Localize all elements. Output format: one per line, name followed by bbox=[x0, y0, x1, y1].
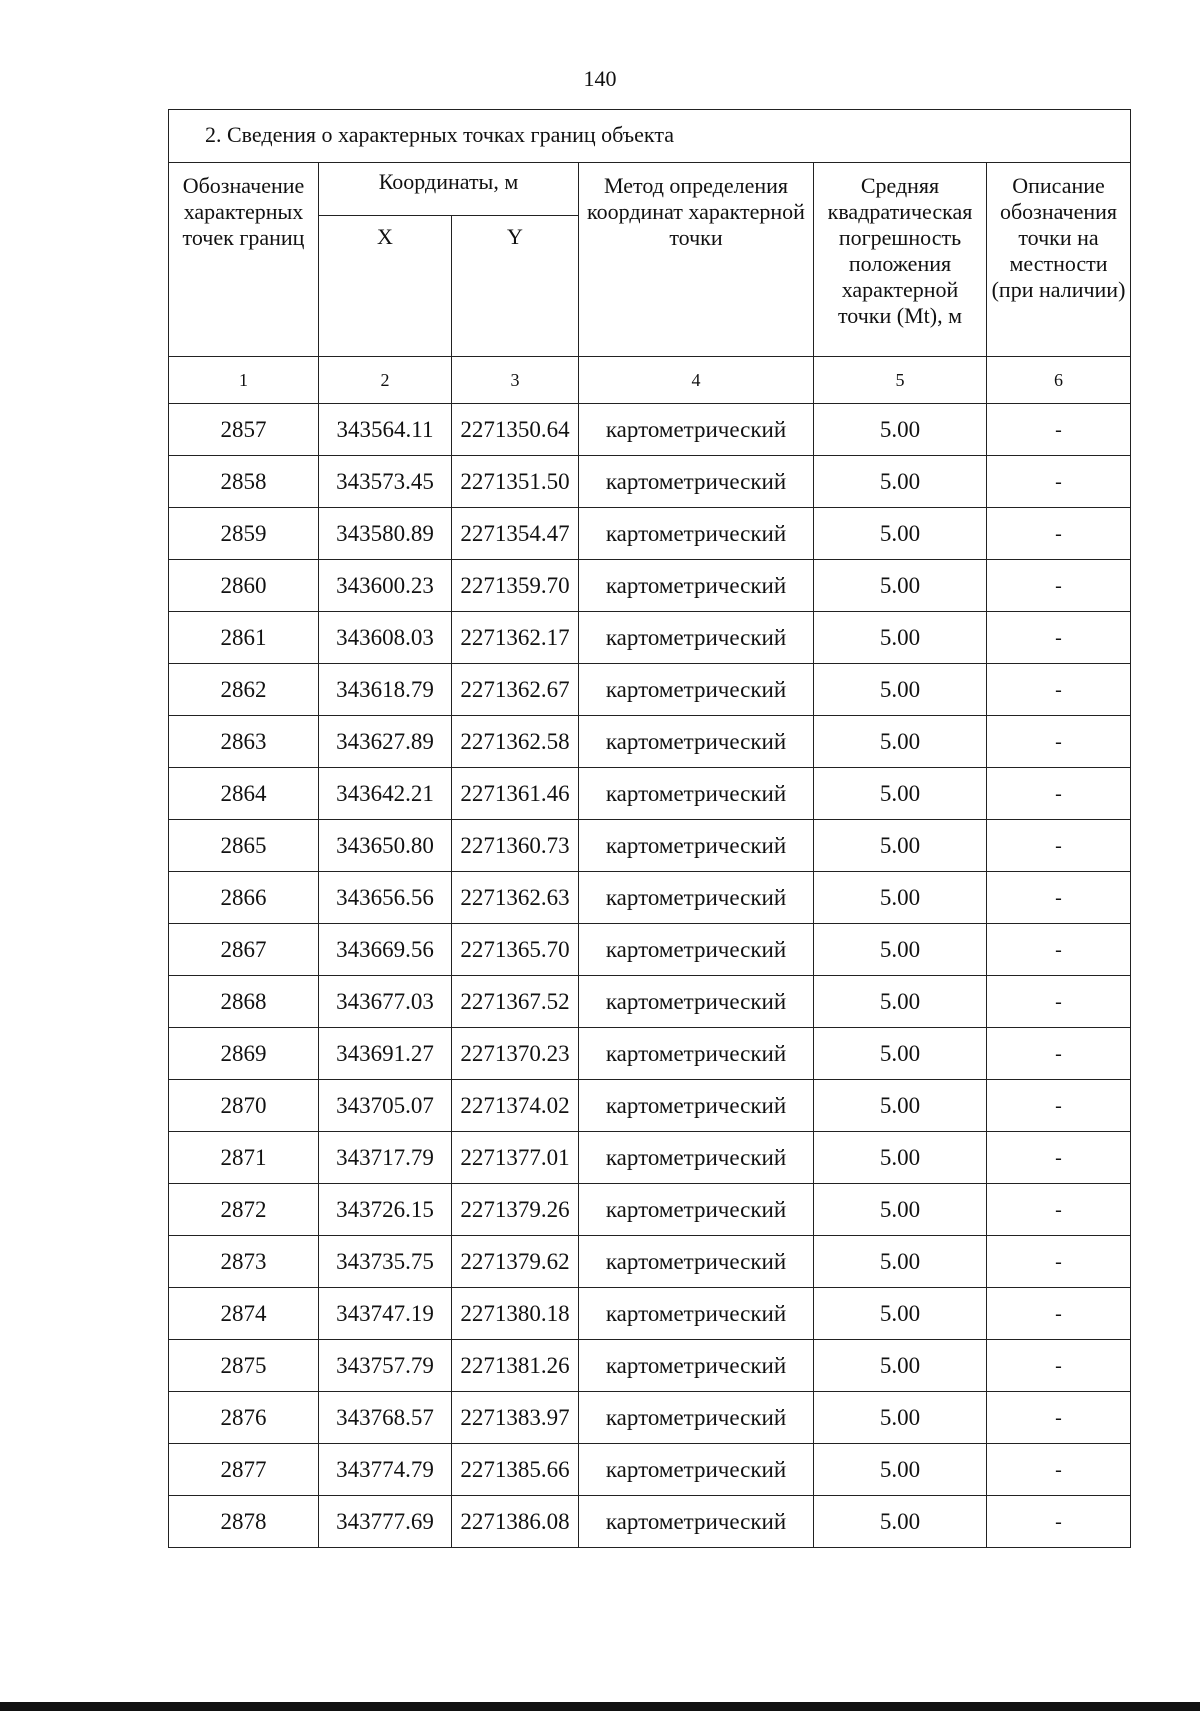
point-id-cell: 2859 bbox=[169, 508, 319, 560]
method-cell: картометрический bbox=[579, 1236, 814, 1288]
point-id-cell: 2861 bbox=[169, 612, 319, 664]
accuracy-cell: 5.00 bbox=[814, 456, 987, 508]
section-title: 2. Сведения о характерных точках границ объекта bbox=[169, 110, 1131, 163]
method-cell: картометрический bbox=[579, 1392, 814, 1444]
method-cell: картометрический bbox=[579, 924, 814, 976]
point-id-cell: 2869 bbox=[169, 1028, 319, 1080]
description-cell: - bbox=[987, 404, 1131, 456]
table-row bbox=[169, 456, 1131, 508]
table-row bbox=[169, 404, 1131, 456]
accuracy-cell: 5.00 bbox=[814, 1028, 987, 1080]
y-coordinate-cell: 2271381.26 bbox=[452, 1340, 579, 1392]
column-number: 3 bbox=[452, 357, 579, 404]
table-row bbox=[169, 1340, 1131, 1392]
x-coordinate-cell: 343627.89 bbox=[319, 716, 452, 768]
table-row bbox=[169, 1288, 1131, 1340]
accuracy-cell: 5.00 bbox=[814, 404, 987, 456]
x-coordinate-cell: 343774.79 bbox=[319, 1444, 452, 1496]
description-cell: - bbox=[987, 1288, 1131, 1340]
accuracy-cell: 5.00 bbox=[814, 1236, 987, 1288]
x-coordinate-cell: 343580.89 bbox=[319, 508, 452, 560]
y-coordinate-cell: 2271362.17 bbox=[452, 612, 579, 664]
column-number: 4 bbox=[579, 357, 814, 404]
description-cell: - bbox=[987, 1496, 1131, 1548]
point-id-cell: 2865 bbox=[169, 820, 319, 872]
description-cell: - bbox=[987, 612, 1131, 664]
x-coordinate-cell: 343656.56 bbox=[319, 872, 452, 924]
table-row bbox=[169, 976, 1131, 1028]
y-coordinate-cell: 2271350.64 bbox=[452, 404, 579, 456]
method-cell: картометрический bbox=[579, 664, 814, 716]
y-coordinate-cell: 2271380.18 bbox=[452, 1288, 579, 1340]
point-id-cell: 2875 bbox=[169, 1340, 319, 1392]
y-coordinate-cell: 2271362.63 bbox=[452, 872, 579, 924]
x-coordinate-cell: 343618.79 bbox=[319, 664, 452, 716]
y-coordinate-cell: 2271367.52 bbox=[452, 976, 579, 1028]
method-cell: картометрический bbox=[579, 1496, 814, 1548]
point-id-cell: 2870 bbox=[169, 1080, 319, 1132]
method-cell: картометрический bbox=[579, 612, 814, 664]
table-row bbox=[169, 1392, 1131, 1444]
description-cell: - bbox=[987, 664, 1131, 716]
description-cell: - bbox=[987, 1236, 1131, 1288]
point-id-cell: 2878 bbox=[169, 1496, 319, 1548]
column-numbers-row bbox=[169, 357, 1131, 404]
method-cell: картометрический bbox=[579, 820, 814, 872]
point-id-cell: 2866 bbox=[169, 872, 319, 924]
table-row bbox=[169, 1028, 1131, 1080]
y-coordinate-cell: 2271365.70 bbox=[452, 924, 579, 976]
table-row bbox=[169, 872, 1131, 924]
description-cell: - bbox=[987, 924, 1131, 976]
method-cell: картометрический bbox=[579, 508, 814, 560]
accuracy-cell: 5.00 bbox=[814, 1496, 987, 1548]
header-y: Y bbox=[452, 216, 579, 357]
column-number: 6 bbox=[987, 357, 1131, 404]
point-id-cell: 2863 bbox=[169, 716, 319, 768]
method-cell: картометрический bbox=[579, 1028, 814, 1080]
method-cell: картометрический bbox=[579, 404, 814, 456]
table-row bbox=[169, 924, 1131, 976]
accuracy-cell: 5.00 bbox=[814, 612, 987, 664]
table-row bbox=[169, 612, 1131, 664]
point-id-cell: 2873 bbox=[169, 1236, 319, 1288]
description-cell: - bbox=[987, 872, 1131, 924]
point-id-cell: 2864 bbox=[169, 768, 319, 820]
accuracy-cell: 5.00 bbox=[814, 716, 987, 768]
y-coordinate-cell: 2271362.67 bbox=[452, 664, 579, 716]
table-row bbox=[169, 1444, 1131, 1496]
method-cell: картометрический bbox=[579, 1340, 814, 1392]
point-id-cell: 2862 bbox=[169, 664, 319, 716]
table-row bbox=[169, 768, 1131, 820]
point-id-cell: 2868 bbox=[169, 976, 319, 1028]
x-coordinate-cell: 343747.19 bbox=[319, 1288, 452, 1340]
accuracy-cell: 5.00 bbox=[814, 664, 987, 716]
x-coordinate-cell: 343717.79 bbox=[319, 1132, 452, 1184]
x-coordinate-cell: 343608.03 bbox=[319, 612, 452, 664]
point-id-cell: 2860 bbox=[169, 560, 319, 612]
scan-bottom-edge bbox=[0, 1702, 1200, 1711]
header-method: Метод определения координат характерной точки bbox=[579, 163, 814, 357]
table-row bbox=[169, 716, 1131, 768]
description-cell: - bbox=[987, 768, 1131, 820]
method-cell: картометрический bbox=[579, 560, 814, 612]
method-cell: картометрический bbox=[579, 976, 814, 1028]
accuracy-cell: 5.00 bbox=[814, 508, 987, 560]
point-id-cell: 2872 bbox=[169, 1184, 319, 1236]
accuracy-cell: 5.00 bbox=[814, 924, 987, 976]
header-coordinates: Координаты, м bbox=[319, 163, 579, 216]
accuracy-cell: 5.00 bbox=[814, 1444, 987, 1496]
table-row bbox=[169, 1080, 1131, 1132]
y-coordinate-cell: 2271370.23 bbox=[452, 1028, 579, 1080]
column-number: 5 bbox=[814, 357, 987, 404]
x-coordinate-cell: 343757.79 bbox=[319, 1340, 452, 1392]
method-cell: картометрический bbox=[579, 768, 814, 820]
accuracy-cell: 5.00 bbox=[814, 768, 987, 820]
header-description: Описание обозначения точки на местности (при наличии) bbox=[987, 163, 1131, 357]
point-id-cell: 2876 bbox=[169, 1392, 319, 1444]
x-coordinate-cell: 343691.27 bbox=[319, 1028, 452, 1080]
description-cell: - bbox=[987, 716, 1131, 768]
point-id-cell: 2857 bbox=[169, 404, 319, 456]
x-coordinate-cell: 343726.15 bbox=[319, 1184, 452, 1236]
description-cell: - bbox=[987, 1028, 1131, 1080]
method-cell: картометрический bbox=[579, 716, 814, 768]
table-row bbox=[169, 1496, 1131, 1548]
y-coordinate-cell: 2271361.46 bbox=[452, 768, 579, 820]
description-cell: - bbox=[987, 560, 1131, 612]
x-coordinate-cell: 343564.11 bbox=[319, 404, 452, 456]
accuracy-cell: 5.00 bbox=[814, 1132, 987, 1184]
x-coordinate-cell: 343600.23 bbox=[319, 560, 452, 612]
point-id-cell: 2874 bbox=[169, 1288, 319, 1340]
y-coordinate-cell: 2271383.97 bbox=[452, 1392, 579, 1444]
accuracy-cell: 5.00 bbox=[814, 1184, 987, 1236]
point-id-cell: 2867 bbox=[169, 924, 319, 976]
column-number: 2 bbox=[319, 357, 452, 404]
y-coordinate-cell: 2271359.70 bbox=[452, 560, 579, 612]
y-coordinate-cell: 2271360.73 bbox=[452, 820, 579, 872]
y-coordinate-cell: 2271362.58 bbox=[452, 716, 579, 768]
description-cell: - bbox=[987, 1080, 1131, 1132]
accuracy-cell: 5.00 bbox=[814, 1080, 987, 1132]
header-accuracy: Средняя квадратическая погрешность положения характерной точки (Mt), м bbox=[814, 163, 987, 357]
point-id-cell: 2877 bbox=[169, 1444, 319, 1496]
description-cell: - bbox=[987, 508, 1131, 560]
y-coordinate-cell: 2271377.01 bbox=[452, 1132, 579, 1184]
method-cell: картометрический bbox=[579, 1132, 814, 1184]
accuracy-cell: 5.00 bbox=[814, 976, 987, 1028]
characteristic-points-table bbox=[168, 109, 1131, 1548]
x-coordinate-cell: 343768.57 bbox=[319, 1392, 452, 1444]
y-coordinate-cell: 2271351.50 bbox=[452, 456, 579, 508]
y-coordinate-cell: 2271374.02 bbox=[452, 1080, 579, 1132]
y-coordinate-cell: 2271379.26 bbox=[452, 1184, 579, 1236]
y-coordinate-cell: 2271379.62 bbox=[452, 1236, 579, 1288]
x-coordinate-cell: 343650.80 bbox=[319, 820, 452, 872]
method-cell: картометрический bbox=[579, 1184, 814, 1236]
x-coordinate-cell: 343573.45 bbox=[319, 456, 452, 508]
method-cell: картометрический bbox=[579, 872, 814, 924]
x-coordinate-cell: 343642.21 bbox=[319, 768, 452, 820]
description-cell: - bbox=[987, 1132, 1131, 1184]
accuracy-cell: 5.00 bbox=[814, 1288, 987, 1340]
point-id-cell: 2858 bbox=[169, 456, 319, 508]
table-row bbox=[169, 1184, 1131, 1236]
x-coordinate-cell: 343777.69 bbox=[319, 1496, 452, 1548]
table-row bbox=[169, 820, 1131, 872]
description-cell: - bbox=[987, 1184, 1131, 1236]
method-cell: картометрический bbox=[579, 1288, 814, 1340]
description-cell: - bbox=[987, 1340, 1131, 1392]
method-cell: картометрический bbox=[579, 1080, 814, 1132]
page-number: 140 bbox=[583, 66, 617, 91]
description-cell: - bbox=[987, 976, 1131, 1028]
accuracy-cell: 5.00 bbox=[814, 560, 987, 612]
point-id-cell: 2871 bbox=[169, 1132, 319, 1184]
table-row bbox=[169, 1132, 1131, 1184]
accuracy-cell: 5.00 bbox=[814, 820, 987, 872]
description-cell: - bbox=[987, 456, 1131, 508]
header-designation: Обозначение характерных точек границ bbox=[169, 163, 319, 357]
header-x: X bbox=[319, 216, 452, 357]
description-cell: - bbox=[987, 820, 1131, 872]
method-cell: картометрический bbox=[579, 456, 814, 508]
description-cell: - bbox=[987, 1392, 1131, 1444]
x-coordinate-cell: 343677.03 bbox=[319, 976, 452, 1028]
table-row bbox=[169, 508, 1131, 560]
y-coordinate-cell: 2271354.47 bbox=[452, 508, 579, 560]
x-coordinate-cell: 343705.07 bbox=[319, 1080, 452, 1132]
accuracy-cell: 5.00 bbox=[814, 1392, 987, 1444]
description-cell: - bbox=[987, 1444, 1131, 1496]
method-cell: картометрический bbox=[579, 1444, 814, 1496]
x-coordinate-cell: 343735.75 bbox=[319, 1236, 452, 1288]
table-row bbox=[169, 664, 1131, 716]
accuracy-cell: 5.00 bbox=[814, 1340, 987, 1392]
table-row bbox=[169, 1236, 1131, 1288]
column-number: 1 bbox=[169, 357, 319, 404]
accuracy-cell: 5.00 bbox=[814, 872, 987, 924]
y-coordinate-cell: 2271386.08 bbox=[452, 1496, 579, 1548]
y-coordinate-cell: 2271385.66 bbox=[452, 1444, 579, 1496]
x-coordinate-cell: 343669.56 bbox=[319, 924, 452, 976]
table-row bbox=[169, 560, 1131, 612]
